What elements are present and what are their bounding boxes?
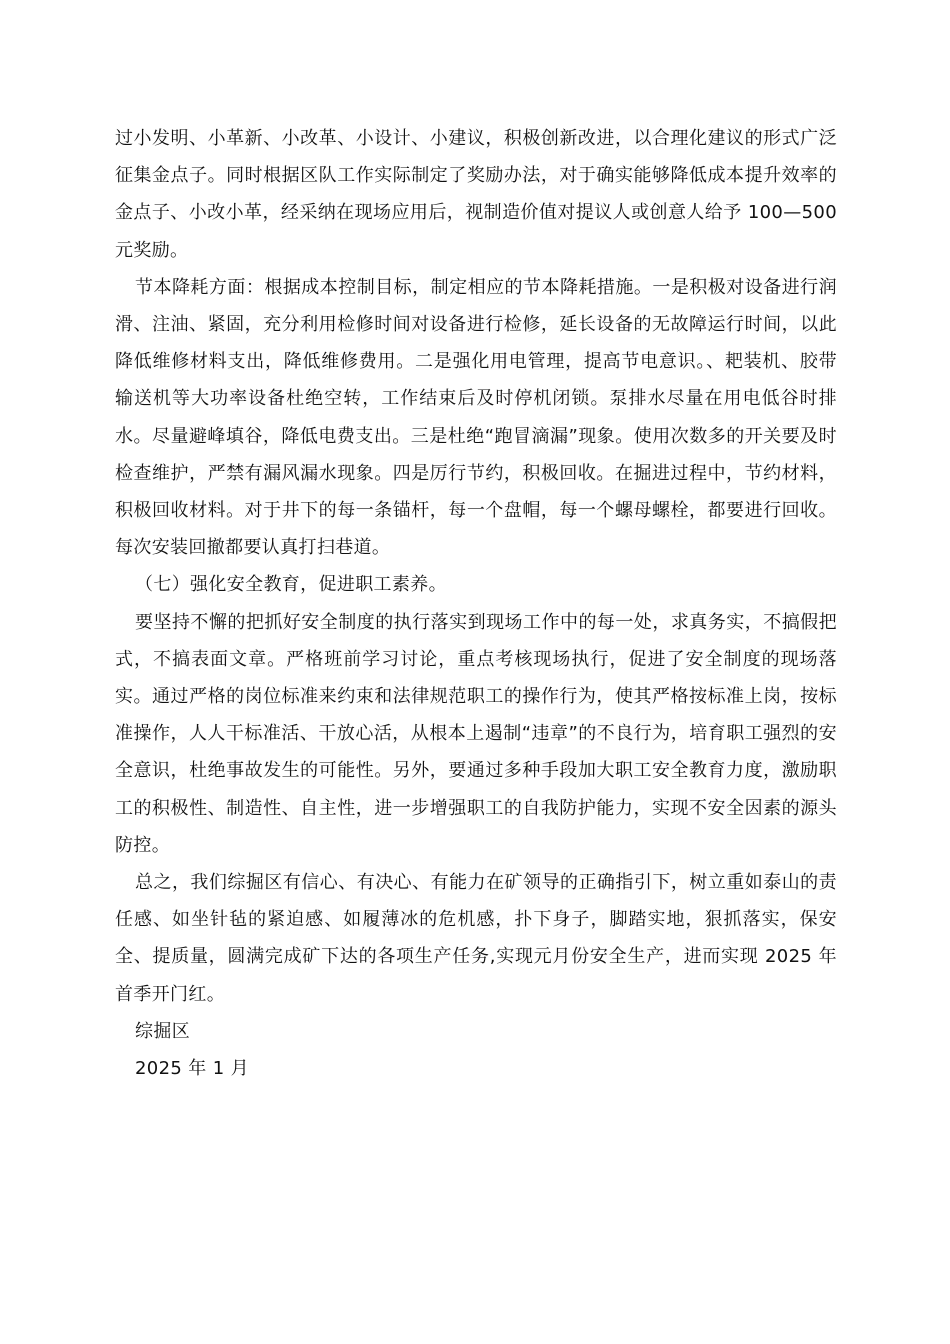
paragraph-cost-saving: 节本降耗方面：根据成本控制目标，制定相应的节本降耗措施。一是积极对设备进行润滑、注油、紧固，充分利用检修时间对设备进行检修，延长设备的无故障运行时间，以此降低维修材料支出，降低维修费用。二是强化用电管理，提高节电意识。、耙装机、胶带输送机等大功率设备杜绝空转，工作结束后及时停机闭锁。泵排水尽量在用电低谷时排水。尽量避峰填谷，降低电费支出。三是杜绝“跑冒滴漏”现象。使用次数多的开关要及时检查维护，严禁有漏风漏水现象。四是厉行节约，积极回收。在掘进过程中，节约材料，积极回收材料。对于井下的每一条锚杆，每一个盘帽，每一个螺母螺栓，都要进行回收。每次安装回撤都要认真打扫巷道。 (115, 276, 837, 559)
paragraph-innovation-rewards: 过小发明、小革新、小改革、小设计、小建议，积极创新改进，以合理化建议的形式广泛征集金点子。同时根据区队工作实际制定了奖励办法，对于确实能够降低成本提升效率的金点子、小改小革，经采纳在现场应用后，视制造价值对提议人或创意人给予 100—500 元奖励。 (115, 128, 837, 261)
paragraph-safety-education: 要坚持不懈的把抓好安全制度的执行落实到现场工作中的每一处，求真务实，不搞假把式，不搞表面文章。严格班前学习讨论，重点考核现场执行，促进了安全制度的现场落实。通过严格的岗位标准来约束和法律规范职工的操作行为，使其严格按标准上岗，按标准操作，人人干标准活、干放心活，从根本上遏制“违章”的不良行为，培育职工强烈的安全意识，杜绝事故发生的可能性。另外，要通过多种手段加大职工安全教育力度，激励职工的积极性、制造性、自主性，进一步增强职工的自我防护能力，实现不安全因素的源头防控。 (115, 611, 837, 856)
signature-date: 2025 年 1 月 (135, 1058, 249, 1080)
document-body (115, 120, 837, 1087)
signature-department: 综掘区 (135, 1020, 191, 1042)
paragraph-conclusion: 总之，我们综掘区有信心、有决心、有能力在矿领导的正确指引下，树立重如泰山的责任感、如坐针毡的紧迫感、如履薄冰的危机感，扑下身子，脚踏实地，狠抓落实，保安全、提质量，圆满完成矿下达的各项生产任务,实现元月份安全生产，进而实现 2025 年首季开门红。 (115, 872, 837, 1005)
section-heading-safety-education: （七）强化安全教育，促进职工素养。 (135, 574, 447, 596)
